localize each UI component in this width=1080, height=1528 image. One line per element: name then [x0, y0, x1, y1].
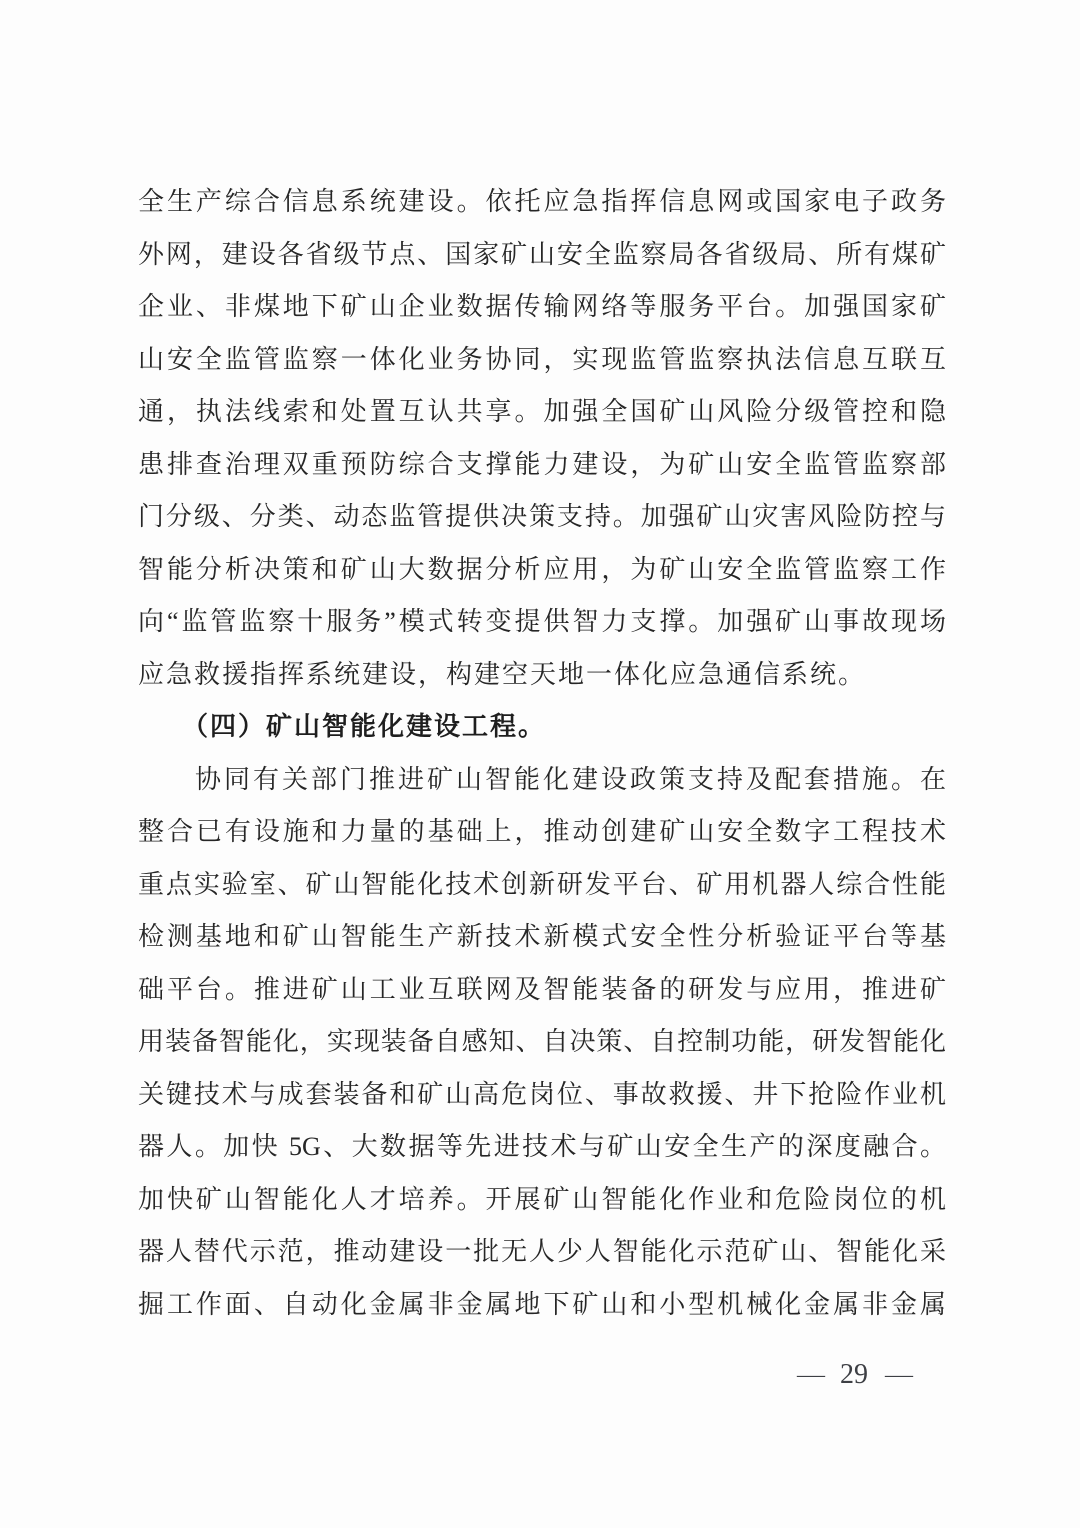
- text-line: 重点实验室、矿山智能化技术创新研发平台、矿用机器人综合性能: [138, 869, 946, 899]
- page-body: [138, 176, 946, 1331]
- page-number: 29: [840, 1359, 868, 1390]
- text-line: 用装备智能化，实现装备自感知、自决策、自控制功能，研发智能化: [138, 1027, 946, 1056]
- text-line: 加快矿山智能化人才培养。开展矿山智能化作业和危险岗位的机: [138, 1184, 946, 1214]
- text-line: 向“监管监察十服务”模式转变提供智力支撑。加强矿山事故现场: [138, 607, 946, 636]
- text-line: 整合已有设施和力量的基础上，推动创建矿山安全数字工程技术: [138, 817, 946, 846]
- text-line: 山安全监管监察一体化业务协同，实现监管监察执法信息互联互: [138, 344, 946, 374]
- text-line: 门分级、分类、动态监管提供决策支持。加强矿山灾害风险防控与: [138, 502, 946, 531]
- text-line: 检测基地和矿山智能生产新技术新模式安全性分析验证平台等基: [138, 922, 946, 951]
- text-line: 外网，建设各省级节点、国家矿山安全监察局各省级局、所有煤矿: [138, 239, 946, 269]
- text-line: 企业、非煤地下矿山企业数据传输网络等服务平台。加强国家矿: [138, 292, 946, 321]
- page-footer: [797, 1355, 911, 1395]
- text-line: 器人替代示范，推动建设一批无人少人智能化示范矿山、智能化采: [138, 1237, 946, 1266]
- text-line: 全生产综合信息系统建设。依托应急指挥信息网或国家电子政务: [138, 187, 946, 216]
- text-line: 协同有关部门推进矿山智能化建设政策支持及配套措施。在: [195, 764, 946, 794]
- text-line: 器人。加快 5G、大数据等先进技术与矿山安全生产的深度融合。: [138, 1132, 946, 1161]
- text-line: 通，执法线索和处置互认共享。加强全国矿山风险分级管控和隐: [138, 397, 946, 426]
- section-heading: （四）矿山智能化建设工程。: [182, 712, 547, 741]
- footer-dash-left: —: [797, 1362, 823, 1387]
- text-line: 础平台。推进矿山工业互联网及智能装备的研发与应用，推进矿: [138, 974, 946, 1004]
- footer-dash-right: —: [885, 1362, 911, 1387]
- text-line: 掘工作面、自动化金属非金属地下矿山和小型机械化金属非金属: [138, 1289, 946, 1319]
- text-line: 应急救援指挥系统建设，构建空天地一体化应急通信系统。: [138, 659, 867, 689]
- text-line: 智能分析决策和矿山大数据分析应用，为矿山安全监管监察工作: [138, 554, 946, 584]
- text-line: 患排查治理双重预防综合支撑能力建设，为矿山安全监管监察部: [138, 449, 946, 479]
- text-line: 关键技术与成套装备和矿山高危岗位、事故救援、井下抢险作业机: [138, 1079, 946, 1109]
